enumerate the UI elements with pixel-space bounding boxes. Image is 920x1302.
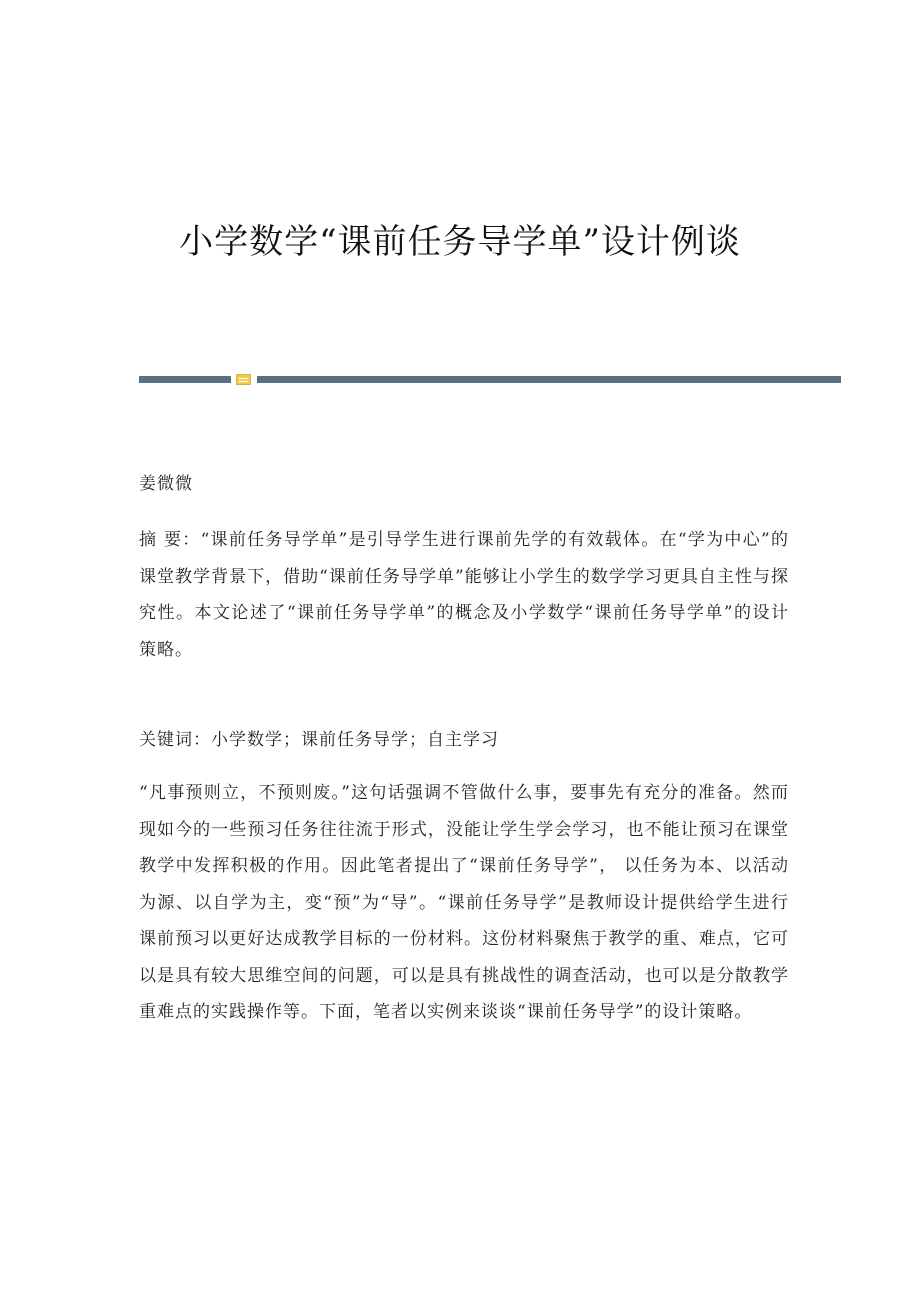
divider-bar-left [139, 376, 231, 383]
author-name: 姜微微 [139, 474, 193, 494]
abstract-paragraph: 摘 要：“课前任务导学单”是引导学生进行课前先学的有效载体。在“学为中心”的课堂教学背景下，借助“课前任务导学单”能够让小学生的数学学习更具自主性与探究性。本文论述了“课前任务导学单”的概念及小学数学“课前任务导学单”的设计策略。 [139, 530, 789, 660]
title-divider [139, 374, 841, 386]
divider-bar-right [257, 376, 841, 383]
divider-badge-icon [236, 374, 251, 385]
document-title: 小学数学“课前任务导学单”设计例谈 [179, 222, 741, 262]
keywords-line: 关键词：小学数学；课前任务导学；自主学习 [139, 730, 499, 750]
body-paragraph: “凡事预则立，不预则废。”这句话强调不管做什么事，要事先有充分的准备。然而现如今的一些预习任务往往流于形式，没能让学生学会学习，也不能让预习在课堂教学中发挥积极的作用。因此笔者提出了“课前任务导学”， 以任务为本、以活动为源、以自学为主，变“预”为“导”。“课前任务导学”是教师设计提供给学生进行课前预习以更好达成教学目标的一份材料。这份材料聚焦于教学的重、难点，它可以是具有较大思维空间的问题，可以是具有挑战性的调查活动，也可以是分散教学重难点的实践操作等。下面，笔者以实例来谈谈“课前任务导学”的设计策略。 [139, 783, 789, 1022]
